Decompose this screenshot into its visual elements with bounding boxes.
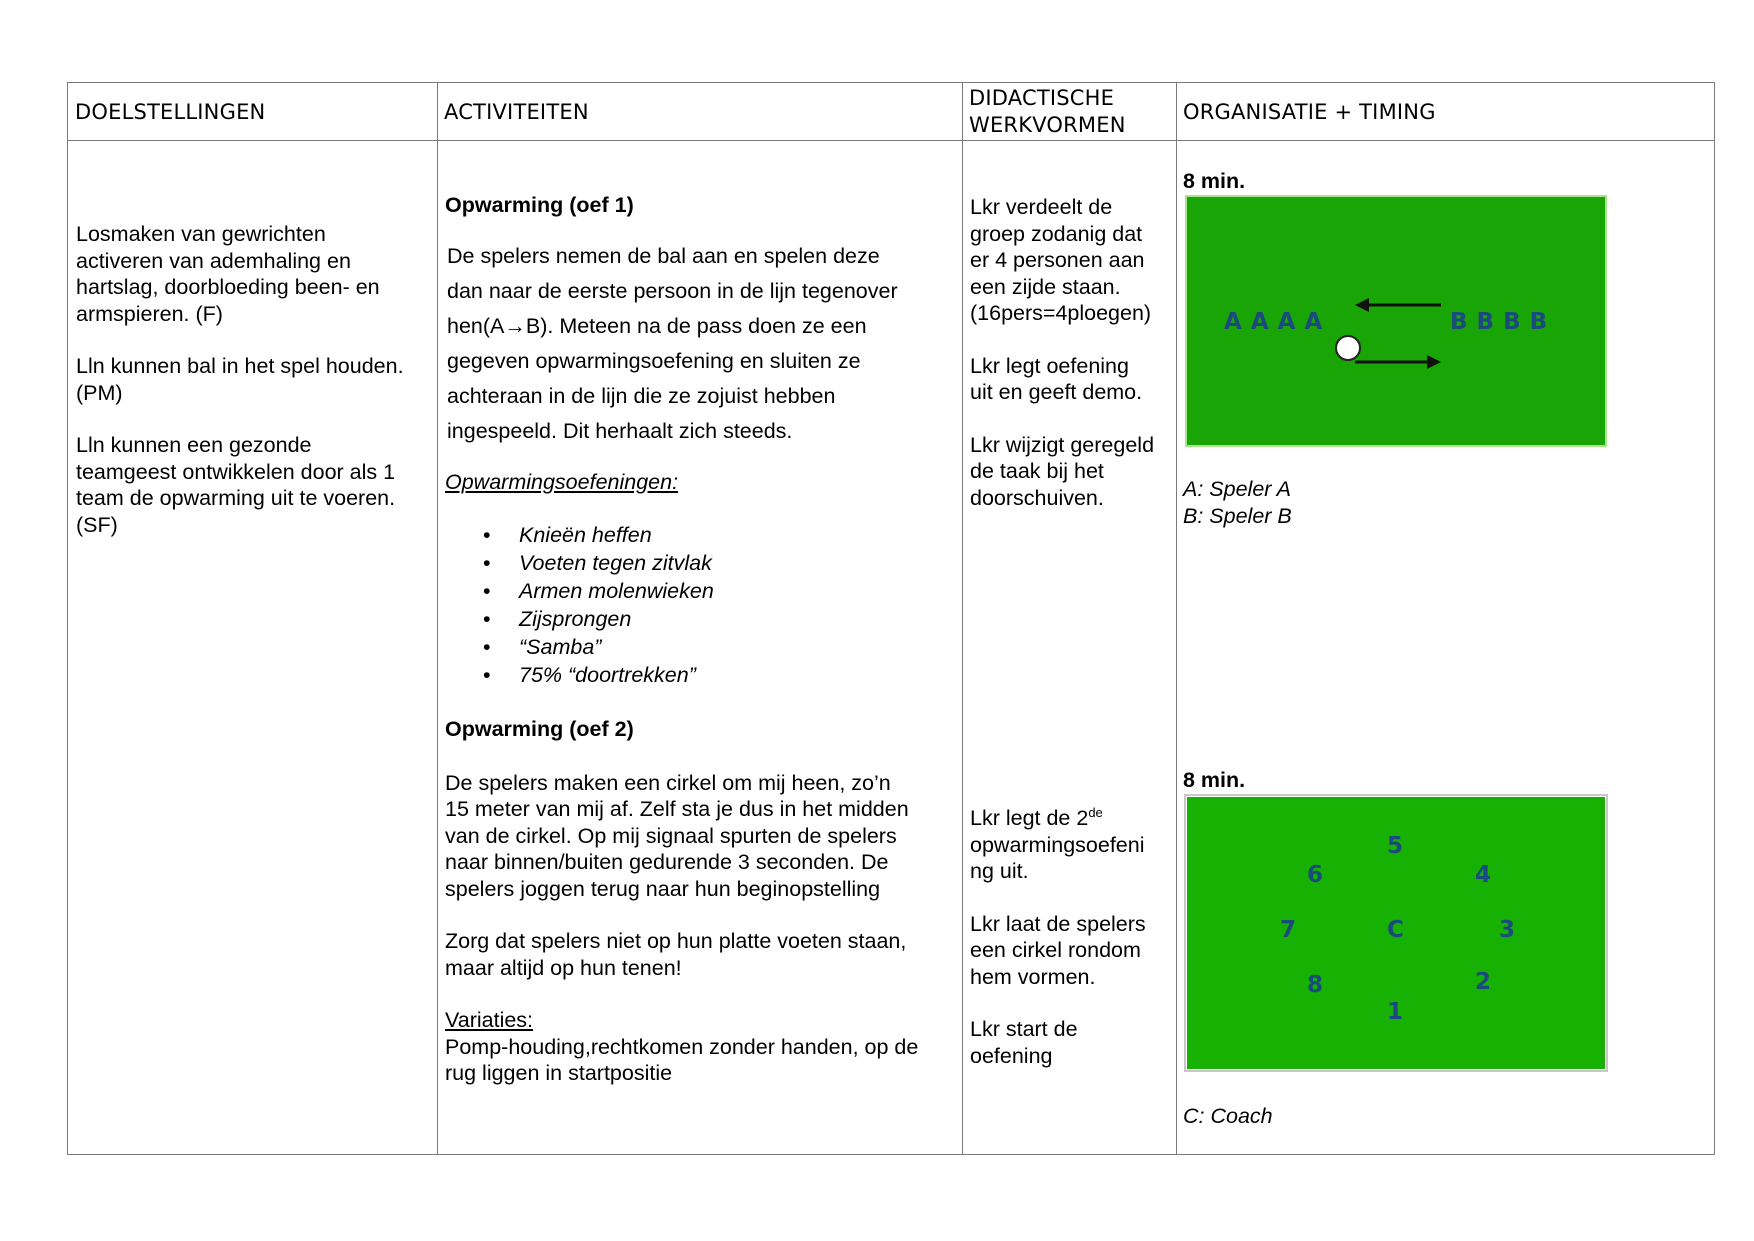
position-label: 2 (1475, 969, 1492, 995)
werkvorm-block: Lkr start de oefening (970, 1017, 1078, 1068)
werkvorm-block: Lkr wijzigt geregeld de taak bij het doorschuiven. (970, 432, 1155, 510)
werkvormen-cell-2 (970, 805, 1175, 1069)
activiteiten-cell (445, 192, 957, 1087)
objective-physical: Losmaken van gewrichten activeren van ademhaling en hartslag, doorbloeding been- en armspieren. (F) (76, 222, 380, 326)
column-divider (1176, 83, 1177, 1154)
field-diagram-circle (1187, 797, 1605, 1069)
werkvorm-block: Lkr legt de 2de opwarmingsoefeni ng uit. (970, 804, 1145, 883)
werkvorm-block: Lkr verdeelt de groep zodanig dat er 4 personen aan een zijde staan. (16pers=4ploegen) (970, 195, 1152, 325)
list-item: • 75% “doortrekken” (445, 661, 957, 689)
list-item: • Voeten tegen zitvlak (445, 549, 957, 577)
position-label: 1 (1387, 999, 1404, 1025)
werkvorm-block: Lkr laat de spelers een cirkel rondom hem vormen. (970, 911, 1146, 989)
oef2-description: De spelers maken een cirkel om mij heen, zo’n 15 meter van mij af. Zelf sta je dus in het midden van de cirkel. Op mij signaal spurten de spelers naar binnen/buiten gedurende 3 seconden. De spelers joggen terug naar hun beginopstelling (445, 770, 909, 901)
oef1-description: De spelers nemen de bal aan en spelen deze dan naar de eerste persoon in de lijn tegenover hen(A→B). Meteen na de pass doen ze een gegeven opwarmingsoefening en sluiten ze achteraan in de lijn die ze zojuist hebben ingespeeld. Dit herhaalt zich steeds. (447, 243, 898, 443)
doelstellingen-cell (76, 221, 431, 538)
header-divider (68, 140, 1714, 141)
position-label: 3 (1499, 917, 1516, 943)
team-a-label: AAAA (1224, 309, 1332, 335)
objective-psychomotor: Lln kunnen bal in het spel houden. (PM) (76, 354, 404, 405)
list-item: • Zijsprongen (445, 605, 957, 633)
oefeningen-heading: Opwarmingsoefeningen: (445, 469, 679, 494)
list-item: • Knieën heffen (445, 521, 957, 549)
header-line: WERKVORMEN (969, 113, 1126, 137)
position-label: 5 (1387, 833, 1404, 859)
timing-label-2: 8 min. (1183, 768, 1246, 792)
position-label: 6 (1307, 862, 1324, 888)
timing-label-1: 8 min. (1183, 169, 1246, 193)
variaties-heading: Variaties: (445, 1008, 534, 1032)
legend-1: A: Speler A B: Speler B (1183, 477, 1292, 528)
werkvorm-block: Lkr legt oefening uit en geeft demo. (970, 353, 1143, 404)
oef2-title: Opwarming (oef 2) (445, 717, 634, 741)
werkvormen-cell-1 (970, 194, 1175, 511)
legend-2: C: Coach (1183, 1104, 1273, 1128)
list-item: • “Samba” (445, 633, 957, 661)
team-b-label: BBBB (1450, 309, 1557, 335)
header-organisatie-timing: ORGANISATIE + TIMING (1183, 99, 1436, 124)
header-doelstellingen: DOELSTELLINGEN (75, 99, 266, 124)
column-divider (962, 83, 963, 1154)
list-item: • Armen molenwieken (445, 577, 957, 605)
oef2-tip: Zorg dat spelers niet op hun platte voeten staan, maar altijd op hun tenen! (445, 929, 907, 980)
lesson-plan-table (67, 82, 1715, 1155)
header-line: DIDACTISCHE (969, 86, 1115, 110)
coach-label: C (1387, 917, 1404, 943)
column-divider (437, 83, 438, 1154)
oef1-title: Opwarming (oef 1) (445, 193, 634, 217)
position-label: 7 (1280, 917, 1297, 943)
oefeningen-list (445, 521, 957, 689)
header-didactische-werkvormen (962, 83, 1176, 140)
field-diagram-passing (1187, 197, 1605, 445)
objective-socio: Lln kunnen een gezonde teamgeest ontwikkelen door als 1 team de opwarming uit te voeren. (SF) (76, 433, 396, 537)
variaties-description: Pomp-houding,rechtkomen zonder handen, op de rug liggen in startpositie (445, 1034, 919, 1085)
arrow-icons (1187, 197, 1605, 445)
position-label: 8 (1307, 972, 1324, 998)
position-label: 4 (1475, 862, 1492, 888)
header-activiteiten: ACTIVITEITEN (444, 99, 589, 124)
